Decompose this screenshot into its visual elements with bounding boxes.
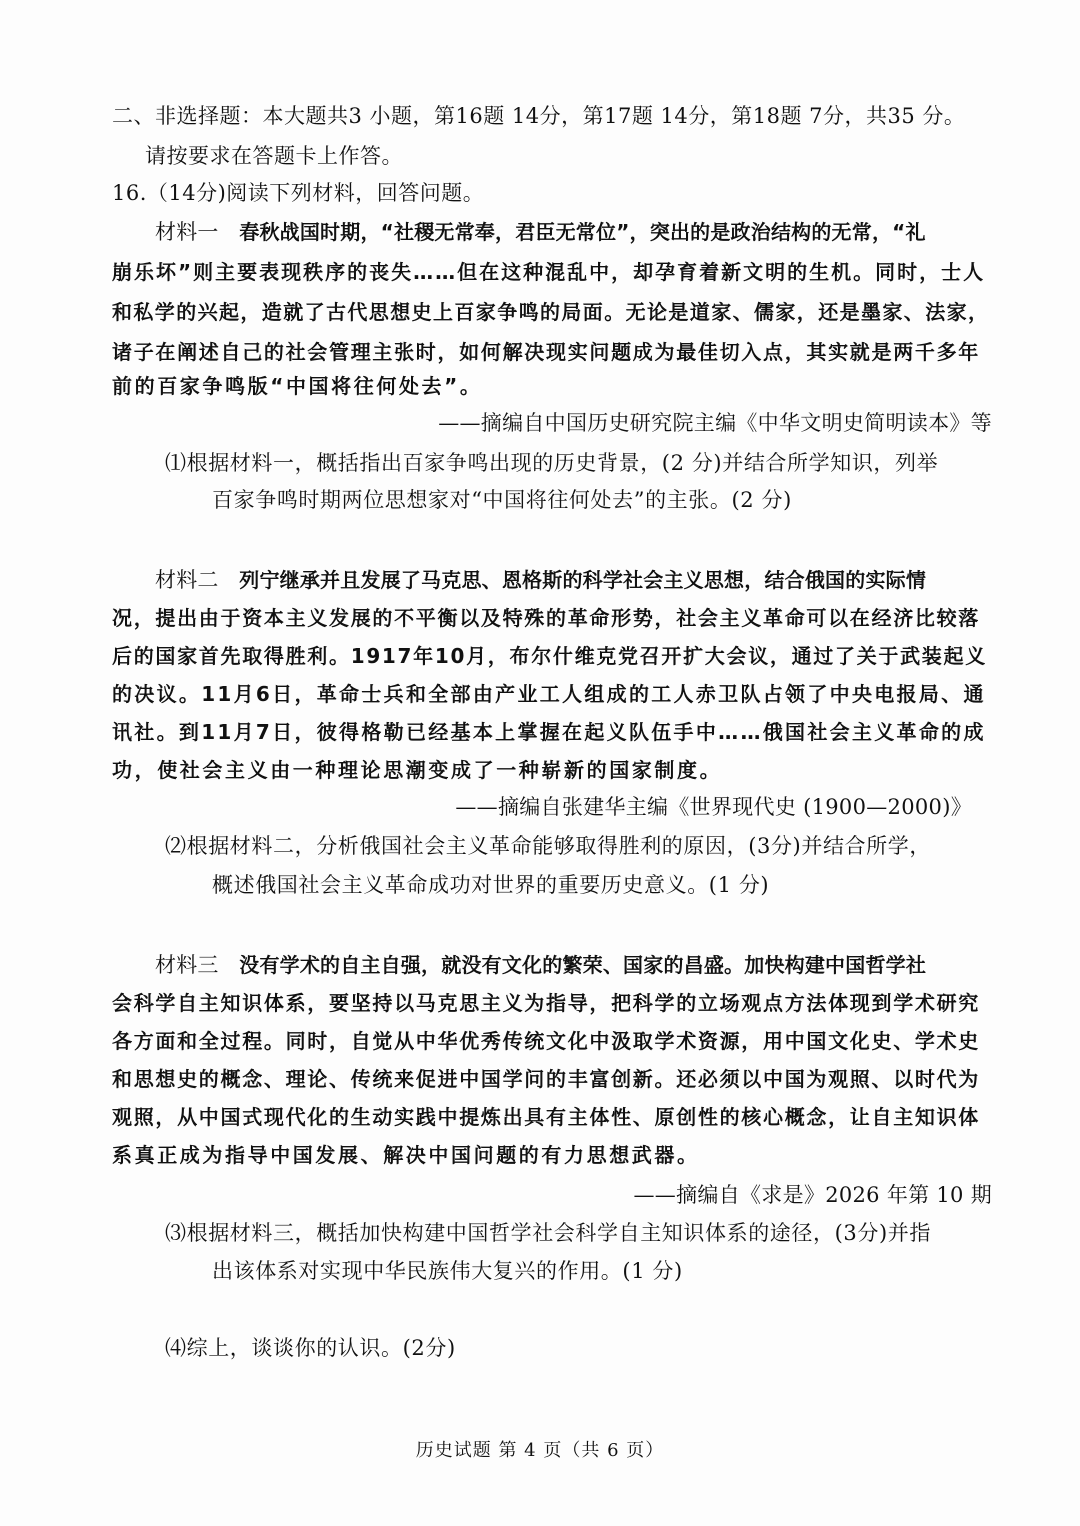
material-2-text: 功，使社会主义由一种理论思潮变成了一种崭新的国家制度。 bbox=[112, 758, 723, 782]
material-3-text: 没有学术的自主自强，就没有文化的繁荣、国家的昌盛。加快构建中国哲学社 bbox=[239, 953, 927, 977]
sub-question-3-cont: 出该体系对实现中华民族伟大复兴的作用。(1 分) bbox=[212, 1259, 683, 1283]
material-1-text: 诸子在阐述自己的社会管理主张时，如何解决现实问题成为最佳切入点，其实就是两千多年 bbox=[112, 340, 980, 364]
material-2-source: ——摘编自张建华主编《世界现代史 (1900—2000)》 bbox=[455, 795, 972, 819]
sub-question-2-cont: 概述俄国社会主义革命成功对世界的重要历史意义。(1 分) bbox=[212, 873, 770, 897]
material-3-text: 系真正成为指导中国发展、解决中国问题的有力思想武器。 bbox=[112, 1143, 700, 1167]
question-16-header: 16.（14分)阅读下列材料，回答问题。 bbox=[112, 181, 485, 205]
material-3-text: 会科学自主知识体系，要坚持以马克思主义为指导，把科学的立场观点方法体现到学术研究 bbox=[112, 991, 980, 1015]
material-2-label: 材料二 bbox=[155, 568, 219, 592]
material-1-first-line bbox=[155, 217, 926, 247]
page-footer: 历史试题 第 4 页（共 6 页） bbox=[415, 1440, 665, 1461]
material-2-text: 的决议。11月6日，革命士兵和全部由产业工人组成的工人赤卫队占领了中央电报局、通 bbox=[112, 682, 986, 706]
material-1-text: 春秋战国时期，“社稷无常奉，君臣无常位”，突出的是政治结构的无常，“礼 bbox=[239, 220, 926, 244]
sub-question-1-cont: 百家争鸣时期两位思想家对“中国将往何处去”的主张。(2 分) bbox=[212, 488, 792, 512]
material-3-source: ——摘编自《求是》2026 年第 10 期 bbox=[633, 1183, 992, 1207]
material-3-text: 各方面和全过程。同时，自觉从中华优秀传统文化中汲取学术资源，用中国文化史、学术史 bbox=[112, 1029, 980, 1053]
material-1-source: ——摘编自中国历史研究院主编《中华文明史简明读本》等 bbox=[438, 411, 992, 435]
material-1-label: 材料一 bbox=[155, 220, 219, 244]
material-2-text: 讯社。到11月7日，彼得格勒已经基本上掌握在起义队伍手中……俄国社会主义革命的成 bbox=[112, 720, 986, 744]
sub-question-2: ⑵根据材料二，分析俄国社会主义革命能够取得胜利的原因，(3分)并结合所学， bbox=[165, 834, 931, 858]
material-2-first-line bbox=[155, 565, 926, 595]
material-3-label: 材料三 bbox=[155, 953, 219, 977]
sub-question-1: ⑴根据材料一，概括指出百家争鸣出现的历史背景，(2 分)并结合所学知识，列举 bbox=[165, 451, 939, 475]
material-2-text: 后的国家首先取得胜利。1917年10月，布尔什维克党召开扩大会议，通过了关于武装起义 bbox=[112, 644, 987, 668]
material-2-text: 况，提出由于资本主义发展的不平衡以及特殊的革命形势，社会主义革命可以在经济比较落 bbox=[112, 606, 980, 630]
material-1-text: 和私学的兴起，造就了古代思想史上百家争鸣的局面。无论是道家、儒家，还是墨家、法家， bbox=[112, 300, 990, 324]
sub-question-4: ⑷综上，谈谈你的认识。(2分) bbox=[165, 1336, 456, 1360]
material-2-text: 列宁继承并且发展了马克思、恩格斯的科学社会主义思想，结合俄国的实际情 bbox=[239, 568, 927, 592]
material-1-text: 崩乐坏”则主要表现秩序的丧失……但在这种混乱中，却孕育着新文明的生机。同时，士人 bbox=[112, 260, 986, 284]
material-1-text: 前的百家争鸣版“中国将往何处去”。 bbox=[112, 374, 483, 398]
material-3-text: 和思想史的概念、理论、传统来促进中国学问的丰富创新。还必须以中国为观照、以时代为 bbox=[112, 1067, 980, 1091]
section-instruction: 请按要求在答题卡上作答。 bbox=[145, 144, 403, 168]
section-title: 二、非选择题：本大题共3 小题，第16题 14分，第17题 14分，第18题 7分，共35 分。 bbox=[112, 104, 966, 128]
sub-question-3: ⑶根据材料三，概括加快构建中国哲学社会科学自主知识体系的途径，(3分)并指 bbox=[165, 1221, 931, 1245]
material-3-first-line bbox=[155, 950, 926, 980]
material-3-text: 观照，从中国式现代化的生动实践中提炼出具有主体性、原创性的核心概念，让自主知识体 bbox=[112, 1105, 980, 1129]
